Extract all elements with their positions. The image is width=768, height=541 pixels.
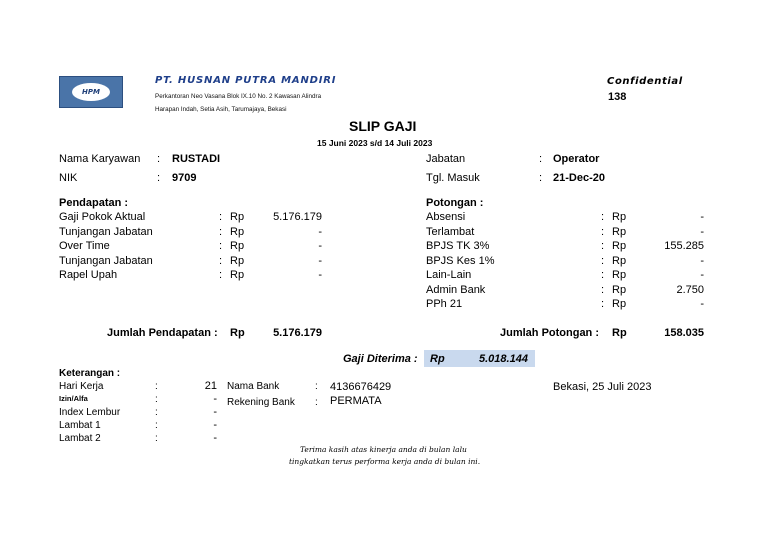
income-item-value: - <box>318 269 322 281</box>
colon: : <box>155 407 158 418</box>
deduction-item-value: - <box>700 298 704 310</box>
deduction-item-label: Absensi <box>426 211 466 223</box>
colon: : <box>539 153 543 165</box>
employee-join-date-label: Tgl. Masuk <box>426 172 480 184</box>
employee-join-date-value: 21-Dec-20 <box>553 172 605 184</box>
notes-item-value: - <box>213 406 217 418</box>
colon: : <box>219 269 223 281</box>
income-item-label: Rapel Upah <box>59 269 118 281</box>
employee-position-label: Jabatan <box>426 153 466 165</box>
net-salary-currency: Rp <box>430 353 445 365</box>
employee-nik-label: NIK <box>59 172 78 184</box>
deduction-item-currency: Rp <box>612 283 627 296</box>
deduction-item-label: BPJS TK 3% <box>426 240 490 252</box>
deduction-item-currency: Rp <box>612 211 627 223</box>
income-total-label: Jumlah Pendapatan : <box>107 327 218 339</box>
notes-item-value: 21 <box>204 380 217 392</box>
income-item-currency: Rp <box>230 269 245 281</box>
colon: : <box>601 269 605 281</box>
company-name: PT. HUSNAN PUTRA MANDIRI <box>155 75 337 86</box>
deduction-total-label: Jumlah Potongan : <box>500 327 599 339</box>
bank-name-value: 4136676429 <box>330 381 392 393</box>
deduction-item-currency: Rp <box>612 269 627 281</box>
notes-item-label: Index Lembur <box>59 407 121 418</box>
deduction-total-currency: Rp <box>612 327 627 339</box>
employee-position-value: Operator <box>553 153 600 165</box>
income-total-value: 5.176.179 <box>273 327 322 339</box>
company-address-line2: Harapan Indah, Setia Asih, Tarumajaya, Bekasi <box>155 106 287 113</box>
deduction-item-value: 155.285 <box>664 240 704 252</box>
colon: : <box>315 397 318 408</box>
notes-item-value: - <box>213 432 217 444</box>
net-salary-value: 5.018.144 <box>479 353 528 365</box>
income-item-value: - <box>318 225 322 238</box>
income-item-currency: Rp <box>230 254 245 267</box>
deduction-item-label: BPJS Kes 1% <box>426 254 495 267</box>
colon: : <box>157 172 161 184</box>
income-item-currency: Rp <box>230 240 245 252</box>
notes-item-value: - <box>213 419 217 431</box>
employee-name-label: Nama Karyawan <box>59 153 141 165</box>
deduction-heading: Potongan : <box>426 197 484 209</box>
deduction-item-currency: Rp <box>612 254 627 267</box>
deduction-total-value: 158.035 <box>664 327 704 339</box>
colon: : <box>601 211 605 223</box>
company-logo <box>59 76 123 108</box>
income-item-currency: Rp <box>230 211 245 223</box>
confidential-label: Confidential <box>607 76 683 87</box>
place-date: Bekasi, 25 Juli 2023 <box>553 381 652 393</box>
colon: : <box>219 225 223 238</box>
income-item-label: Gaji Pokok Aktual <box>59 211 146 223</box>
deduction-item-label: Terlambat <box>426 225 475 238</box>
deduction-item-label: Lain-Lain <box>426 269 472 281</box>
deduction-item-value: - <box>700 211 704 223</box>
income-item-value: - <box>318 254 322 267</box>
footer-line2: tingkatkan terus performa kerja anda di bulan ini. <box>289 457 481 466</box>
income-item-label: Over Time <box>59 240 110 252</box>
deduction-item-value: 2.750 <box>676 283 704 296</box>
company-address-line1: Perkantoran Neo Vasana Blok IX.10 No. 2 Kawasan Alindra <box>155 93 322 100</box>
notes-item-value: - <box>213 393 217 405</box>
slip-number: 138 <box>608 91 627 103</box>
colon: : <box>155 394 158 405</box>
employee-nik-value: 9709 <box>172 172 197 184</box>
colon: : <box>601 254 605 267</box>
period: 15 Juni 2023 s/d 14 Juli 2023 <box>317 138 433 148</box>
colon: : <box>601 225 605 238</box>
colon: : <box>155 381 158 392</box>
notes-item-label: Izin/Alfa <box>59 394 88 403</box>
colon: : <box>219 211 223 223</box>
colon: : <box>601 283 605 296</box>
deduction-item-currency: Rp <box>612 225 627 238</box>
colon: : <box>601 298 605 310</box>
page-title: SLIP GAJI <box>349 118 417 134</box>
footer-line1: Terima kasih atas kinerja anda di bulan lalu <box>300 445 467 454</box>
bank-account-label: Rekening Bank <box>227 397 295 408</box>
deduction-item-value: - <box>700 269 704 281</box>
notes-item-label: Hari Kerja <box>59 381 104 392</box>
colon: : <box>219 240 223 252</box>
colon: : <box>315 381 318 392</box>
income-item-value: - <box>318 240 322 252</box>
income-item-currency: Rp <box>230 225 245 238</box>
notes-item-label: Lambat 1 <box>59 420 101 431</box>
income-item-label: Tunjangan Jabatan <box>59 225 153 238</box>
employee-name-value: RUSTADI <box>172 153 221 165</box>
deduction-item-value: - <box>700 225 704 238</box>
deduction-item-label: PPh 21 <box>426 298 463 310</box>
income-total-currency: Rp <box>230 327 245 339</box>
colon: : <box>157 153 161 165</box>
deduction-item-value: - <box>700 254 704 267</box>
colon: : <box>601 240 605 252</box>
deduction-item-currency: Rp <box>612 298 627 310</box>
bank-name-label: Nama Bank <box>227 381 280 392</box>
income-item-label: Tunjangan Jabatan <box>59 254 153 267</box>
net-salary-box <box>424 350 535 367</box>
deduction-item-label: Admin Bank <box>426 283 486 296</box>
notes-heading: Keterangan : <box>59 368 121 379</box>
net-salary-label: Gaji Diterima : <box>343 353 418 365</box>
income-item-value: 5.176.179 <box>273 211 322 223</box>
company-logo-text: HPM <box>72 83 110 101</box>
deduction-item-currency: Rp <box>612 240 627 252</box>
income-heading: Pendapatan : <box>59 197 129 209</box>
colon: : <box>539 172 543 184</box>
colon: : <box>155 433 158 444</box>
notes-item-label: Lambat 2 <box>59 433 101 444</box>
colon: : <box>219 254 223 267</box>
colon: : <box>155 420 158 431</box>
bank-account-value: PERMATA <box>330 395 382 407</box>
